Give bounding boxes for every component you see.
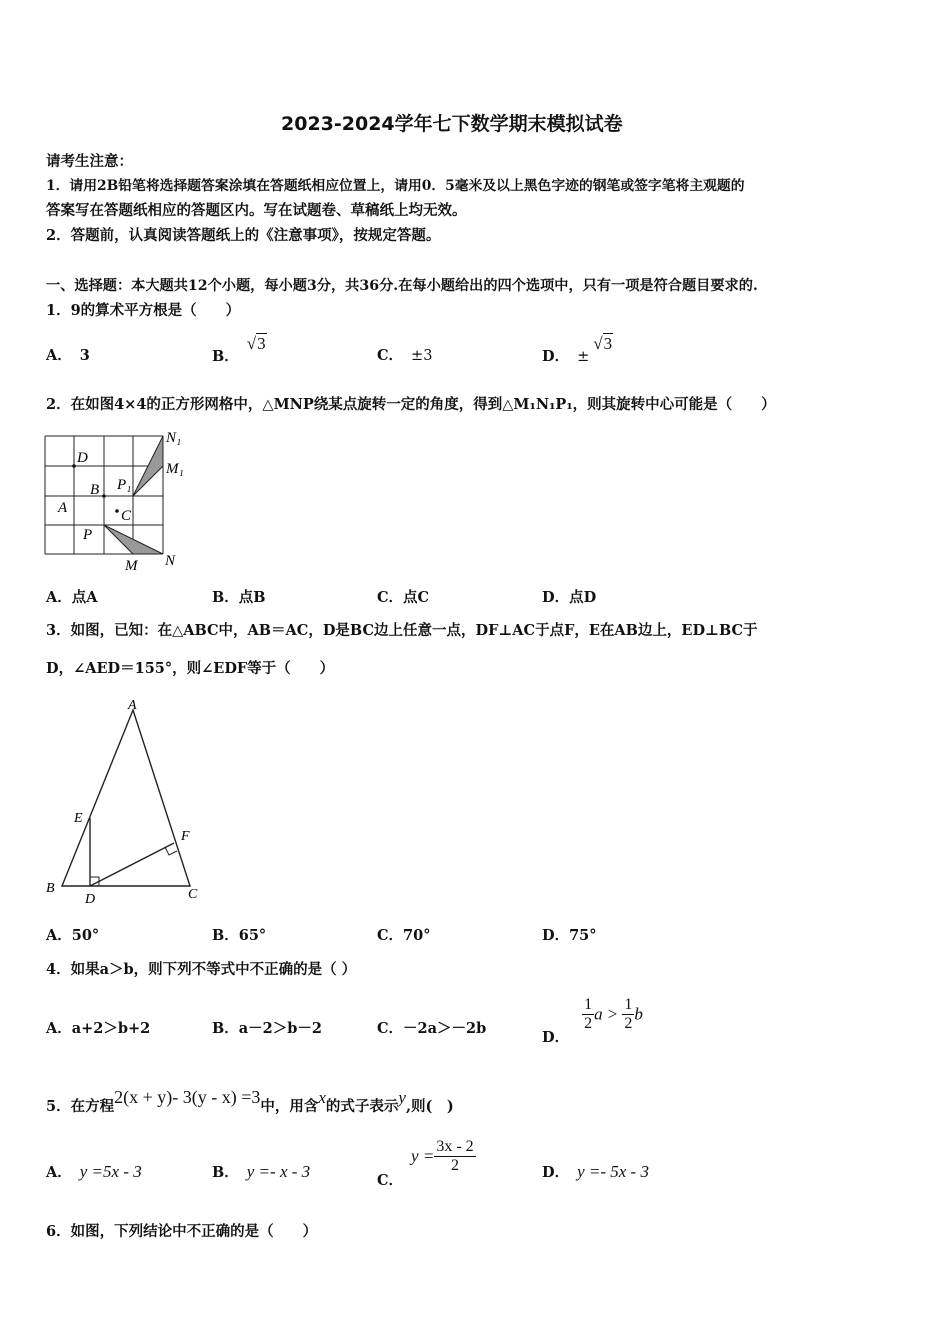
q1-option-b-label: B． [212,348,239,365]
q1-option-d-value: 3 [603,334,613,353]
notice-line-1: 1．请用2B铅笔将选择题答案涂填在答题纸相应位置上，请用0．5毫米及以上黑色字迹的钢笔或签字笔将主观题的 [46,178,745,194]
label-d: D [85,892,96,907]
q4-option-b[interactable]: B．a－2＞b－2 [212,1020,322,1037]
label-b: B [46,881,55,896]
q3-triangle-figure [40,695,215,910]
fraction: $\frac{1}{2}$ [584,996,593,1032]
label-c: C [121,508,132,524]
label-n1: N₁ [166,430,182,446]
section-heading: 一、选择题：本大题共12个小题，每小题3分，共36分.在每小题给出的四个选项中，只有一项是符合题目要求的. [46,278,758,294]
q1-option-a-label: A． [46,347,72,364]
q1-option-a-value: 3 [79,347,90,364]
q6-stem: 6．如图，下列结论中不正确的是（ ） [46,1223,318,1240]
q4-option-d-label: D． [542,1028,570,1046]
q5-option-c[interactable]: C．y = $\frac{3x - 2}{2}$ [377,1138,474,1189]
label-p: P [83,527,93,543]
q2-stem: 2．在如图4×4的正方形网格中，△MNP绕某点旋转一定的角度，得到△M₁N₁P₁，则其旋转中心可能是（ ） [46,396,776,413]
label-b: B [90,482,100,498]
q1-option-d-label: D． [542,348,570,365]
q5-option-a-label: A． [46,1164,72,1181]
q5-option-b[interactable]: B． y =- x - 3 [212,1162,311,1181]
notice-heading: 请考生注意： [46,153,133,170]
q1-option-d-pm: ± [577,349,590,365]
q1-option-c[interactable] [377,346,432,366]
label-a: A [58,500,68,516]
q2-grid-figure [40,426,200,574]
label-c: C [188,887,198,902]
notice-line-2: 答案写在答题纸相应的答题区内。写在试题卷、草稿纸上均无效。 [46,202,467,219]
label-a: A [128,698,137,713]
fraction: $\frac{1}{2}$ [624,996,633,1032]
q3-option-c[interactable]: C．70° [377,927,431,944]
q1-option-a[interactable] [46,346,90,366]
label-d: D [77,450,88,466]
q5-option-b-label: B． [212,1164,239,1181]
q4-option-a[interactable]: A．a+2＞b+2 [46,1020,151,1037]
q3-stem-line-2: D，∠AED＝155°，则∠EDF等于（ ） [46,660,335,677]
label-m1: M₁ [166,461,184,477]
sqrt-icon: √3 [246,334,266,353]
q4-option-c[interactable]: C．－2a＞－2b [377,1020,487,1037]
label-n: N [165,553,176,569]
q5-option-d-label: D． [542,1164,570,1181]
label-p1: P₁ [117,477,132,493]
label-e: E [74,811,83,826]
q1-option-d[interactable] [542,334,613,367]
q1-option-c-value: ±3 [411,348,433,364]
q2-option-a[interactable]: A．点A [46,589,98,606]
label-f: F [181,829,190,844]
q5-stem: 5．在方程2(x + y)- 3(y - x) =3中，用含x的式子表示y,则( ) [46,1087,454,1115]
q5-equation: 2(x + y)- 3(y - x) =3 [114,1087,261,1107]
q3-stem-line-1: 3．如图，已知：在△ABC中，AB＝AC，D是BC边上任意一点，DF⊥AC于点F，E在AB边上，ED⊥BC于 [46,622,758,639]
notice-line-3: 2．答题前，认真阅读答题纸上的《注意事项》，按规定答题。 [46,227,441,244]
label-m: M [125,558,138,574]
q5-option-a[interactable]: A． y =5x - 3 [46,1162,142,1181]
q5-option-d[interactable]: D． y =- 5x - 3 [542,1162,649,1181]
q4-stem: 4．如果a＞b，则下列不等式中不正确的是（ ） [46,961,357,978]
q3-option-a[interactable]: A．50° [46,927,100,944]
q2-option-d[interactable]: D．点D [542,589,597,606]
q1-option-b-value: 3 [257,334,266,353]
q1-option-b[interactable] [212,334,267,367]
q4-option-d[interactable]: D． $\frac{1}{2}$ a > $\frac{1}{2}$ b [542,996,643,1046]
sqrt-icon: √3 [593,334,613,353]
q3-option-b[interactable]: B．65° [212,927,267,944]
q2-option-c[interactable]: C．点C [377,589,430,606]
page-title: 2023-2024学年七下数学期末模拟试卷 [281,113,623,135]
q1-option-c-label: C． [377,347,404,364]
fraction: $\frac{3x - 2}{2}$ [436,1138,474,1174]
q2-option-b[interactable]: B．点B [212,589,266,606]
q5-option-c-label: C． [377,1171,404,1189]
q3-option-d[interactable]: D．75° [542,927,597,944]
q1-stem: 1．9的算术平方根是（ ） [46,302,241,319]
